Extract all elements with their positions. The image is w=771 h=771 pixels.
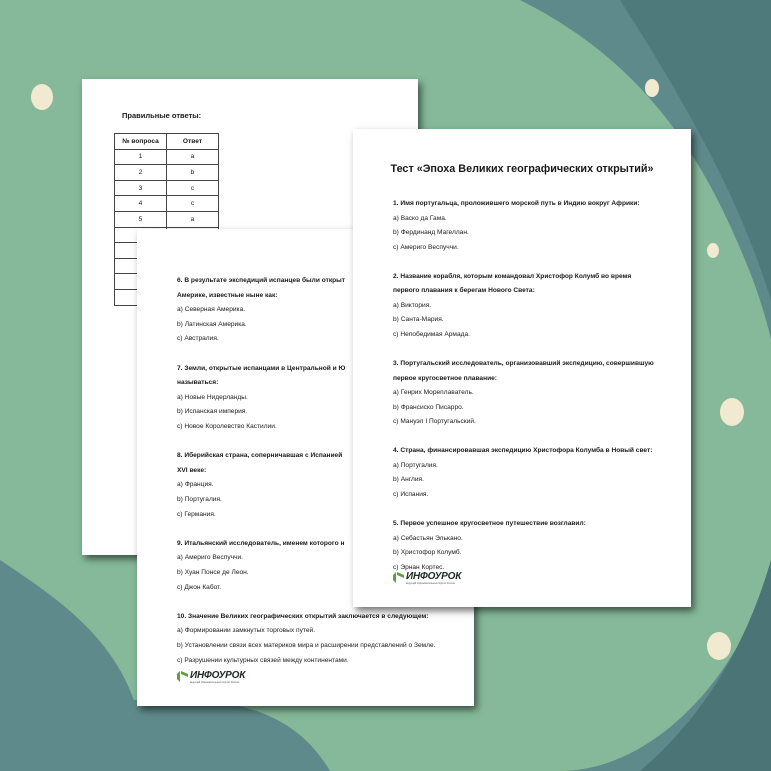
question-text: 10. Значение Великих географических открытий заключается в следующем:	[177, 612, 429, 620]
question-text: первого плавания к берегам Нового Света:	[393, 287, 535, 295]
answers-row	[115, 211, 219, 227]
infourok-logo	[393, 572, 461, 585]
answer-option: c) Америго Веспуччи.	[393, 243, 459, 251]
answer-option: b) Установлении связи всех материков мира и расширении представлений о Земле.	[177, 642, 436, 649]
answer-option: b) Христофор Колумб.	[393, 549, 462, 557]
answer-option: b) Хуан Понсе де Леон.	[177, 569, 249, 576]
answer-option: b) Англия.	[393, 476, 424, 484]
answers-question-number: 1	[115, 149, 167, 165]
answer-option: a) Формировании замкнутых торговых путей.	[177, 627, 316, 635]
question-text: 7. Земли, открытые испанцами в Центральной и Ю	[177, 364, 346, 372]
answer-option: b) Франсиско Писарро.	[393, 403, 464, 411]
answer-option: c) Эрнан Кортес.	[393, 563, 445, 571]
answers-header-answer: Ответ	[167, 134, 219, 150]
answers-answer: a	[167, 211, 219, 227]
question-text: 8. Иберийская страна, соперничавшая с Испанией	[177, 452, 343, 460]
logo-name: ИНФОУРОК	[406, 571, 462, 582]
logo-tagline: ведущий образовательный портал России	[406, 582, 456, 585]
question-text: 3. Португальский исследователь, организовавший экспедицию, совершившую	[393, 360, 654, 368]
answers-question-number: 3	[115, 180, 167, 196]
answer-option: c) Разрушении культурных связей между континентами.	[177, 656, 349, 664]
answer-option: b) Фердинанд Магеллан.	[393, 229, 469, 237]
answer-option: b) Португалия.	[177, 496, 222, 503]
answer-option: a) Америго Веспуччи.	[177, 554, 244, 562]
answers-answer: b	[167, 165, 219, 181]
answer-option: a) Франция.	[177, 481, 214, 489]
answer-option: a) Виктория.	[393, 301, 432, 309]
answers-title: Правильные ответы:	[122, 111, 202, 120]
answer-option: b) Санта-Мария.	[393, 316, 444, 324]
question-text: 6. В результате экспедиций испанцев были открыт	[177, 277, 346, 284]
answers-row	[115, 149, 219, 165]
decor-dot	[707, 243, 719, 258]
decor-dot	[31, 84, 53, 110]
decor-dot	[707, 632, 731, 660]
decor-dot	[645, 79, 659, 97]
answer-option: c) Германия.	[177, 510, 216, 518]
answer-option: a) Себастьян Элькано.	[393, 534, 463, 542]
answer-option: c) Испания.	[393, 491, 429, 498]
infourok-logo-icon	[393, 572, 404, 583]
answers-answer: c	[167, 180, 219, 196]
answers-header-question: № вопроса	[115, 134, 167, 150]
answer-option: c) Австралия.	[177, 335, 219, 343]
answers-question-number: 4	[115, 196, 167, 212]
answer-option: c) Непобедимая Армада.	[393, 330, 470, 338]
answer-option: b) Испанская империя.	[177, 408, 248, 416]
question-text: XVI веке:	[177, 466, 207, 474]
question-text: 1. Имя португальца, проложившего морской путь в Индию вокруг Африки:	[393, 200, 640, 207]
answer-option: c) Джон Кабот.	[177, 583, 222, 591]
question-text: называться:	[177, 379, 219, 387]
answer-option: a) Португалия.	[393, 461, 438, 469]
question-text: 2. Название корабля, которым командовал Христофор Колумб во время	[393, 272, 632, 280]
question-text: 9. Итальянский исследователь, именем которого н	[177, 539, 345, 547]
test-page-1	[353, 129, 691, 607]
infourok-logo	[177, 671, 245, 684]
logo-tagline: ведущий образовательный портал России	[190, 681, 240, 684]
question-text: 5. Первое успешное кругосветное путешествие возглавил:	[393, 520, 586, 528]
answer-option: a) Северная Америка.	[177, 306, 246, 314]
answers-row	[115, 165, 219, 181]
answers-question-number: 5	[115, 211, 167, 227]
answer-option: b) Латинская Америка.	[177, 320, 247, 328]
answer-option: a) Генрих Мореплаватель.	[393, 389, 474, 397]
decor-dot	[720, 398, 744, 426]
logo-name: ИНФОУРОК	[190, 670, 246, 681]
question-text: первое кругосветное плавание:	[393, 374, 498, 382]
answer-option: a) Новые Нидерланды.	[177, 393, 248, 401]
answers-question-number: 2	[115, 165, 167, 181]
answers-row	[115, 196, 219, 212]
question-text: Америке, известные ныне как:	[177, 291, 278, 299]
test-title: Тест «Эпоха Великих географических открытий»	[390, 163, 654, 175]
answers-answer: c	[167, 196, 219, 212]
answer-option: a) Васко да Гама.	[393, 214, 447, 222]
answers-row	[115, 180, 219, 196]
question-text: 4. Страна, финансировавшая экспедицию Христофора Колумба в Новый свет:	[393, 447, 653, 455]
answers-answer: a	[167, 149, 219, 165]
answer-option: c) Новое Королевство Кастилии.	[177, 423, 277, 430]
answer-option: c) Мануэл I Португальский.	[393, 418, 476, 426]
infourok-logo-icon	[177, 671, 188, 682]
